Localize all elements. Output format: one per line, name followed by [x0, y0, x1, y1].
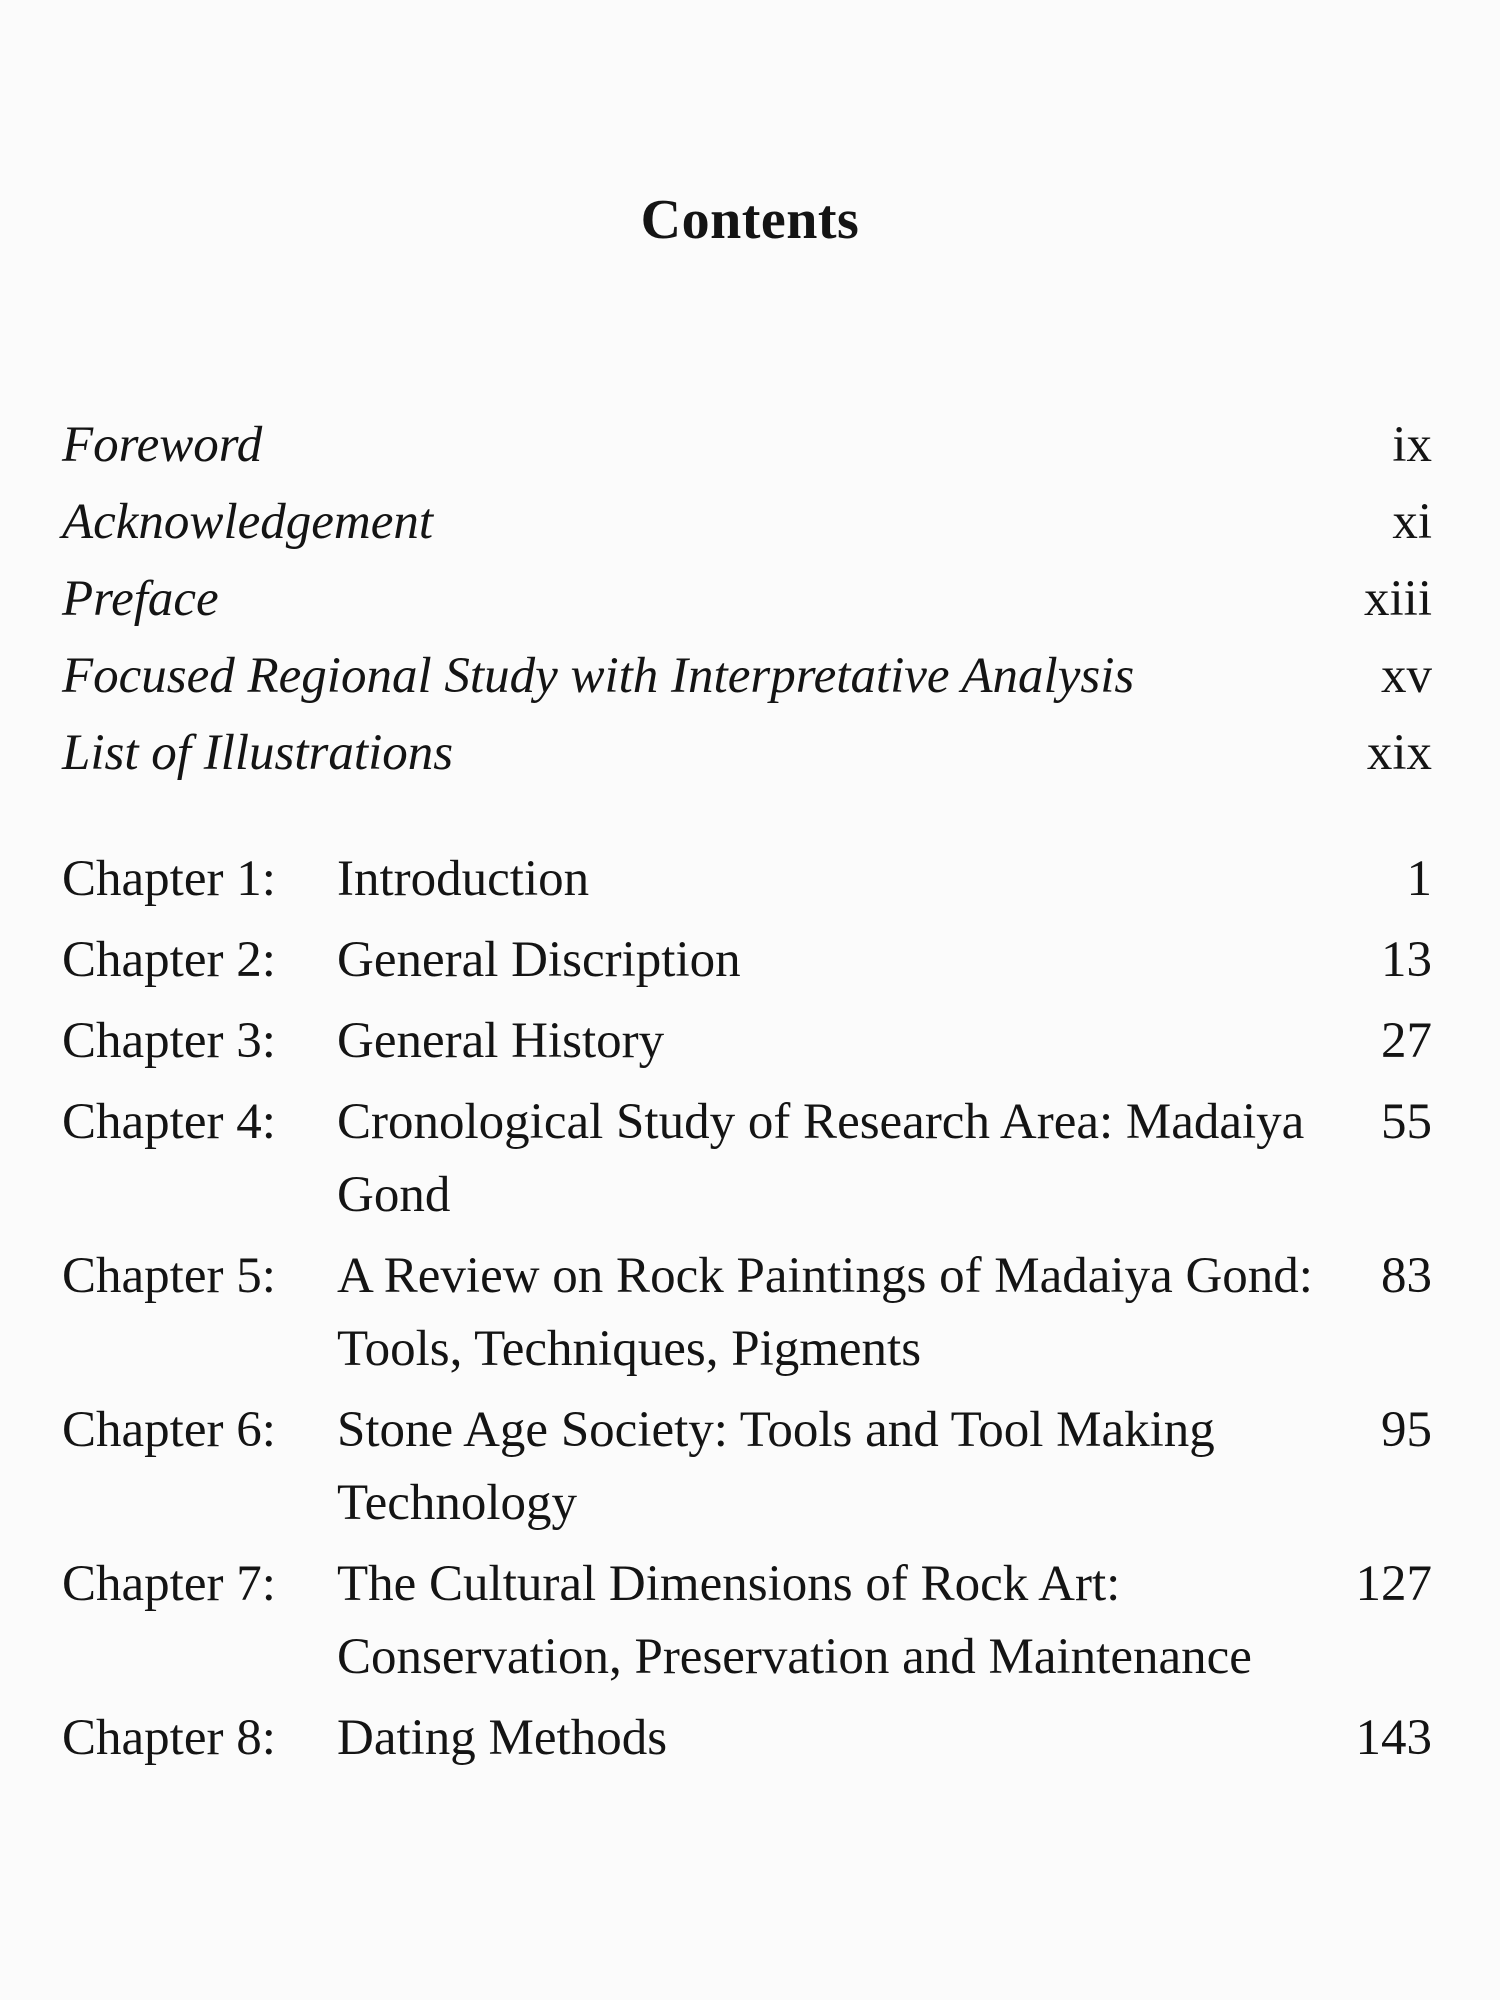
- chapter-entry[interactable]: [62, 1394, 1440, 1540]
- front-matter-label: Focused Regional Study with Interpretative Analysis: [62, 648, 1135, 704]
- chapter-title: Stone Age Society: Tools and Tool Making Technology: [337, 1402, 1215, 1531]
- chapter-page: 55: [1381, 1094, 1432, 1150]
- chapter-title: General History: [337, 1013, 665, 1069]
- chapter-title: General Discription: [337, 932, 741, 988]
- front-matter-label: Foreword: [62, 417, 263, 473]
- front-matter-page: xix: [1366, 725, 1432, 781]
- chapter-title: A Review on Rock Paintings of Madaiya Gond: Tools, Techniques, Pigments: [337, 1248, 1313, 1377]
- chapter-page: 83: [1381, 1248, 1432, 1304]
- chapter-page: 95: [1381, 1402, 1432, 1458]
- chapter-number: Chapter 6:: [62, 1402, 276, 1458]
- front-matter-page: xiii: [1363, 571, 1432, 627]
- chapter-entry[interactable]: [62, 924, 1440, 997]
- chapter-entry[interactable]: [62, 843, 1440, 916]
- chapter-page: 1: [1406, 851, 1432, 907]
- front-matter-page: xi: [1392, 494, 1432, 550]
- chapter-entry[interactable]: [62, 1702, 1440, 1775]
- front-matter-label: Preface: [62, 571, 219, 627]
- chapter-title: Dating Methods: [337, 1710, 668, 1766]
- front-matter-item[interactable]: [62, 721, 1440, 798]
- front-matter-item[interactable]: [62, 413, 1440, 490]
- chapter-number: Chapter 3:: [62, 1013, 276, 1069]
- chapter-title: Introduction: [337, 851, 590, 907]
- chapter-entry[interactable]: [62, 1548, 1440, 1694]
- front-matter-item[interactable]: [62, 644, 1440, 721]
- chapter-title: Cronological Study of Research Area: Madaiya Gond: [337, 1094, 1305, 1223]
- front-matter-item[interactable]: [62, 490, 1440, 567]
- front-matter-page: xv: [1381, 648, 1432, 704]
- front-matter-list: [62, 413, 1440, 798]
- chapter-number: Chapter 2:: [62, 932, 276, 988]
- chapter-page: 143: [1355, 1710, 1432, 1766]
- chapter-list: [62, 843, 1440, 1783]
- chapter-page: 27: [1381, 1013, 1432, 1069]
- chapter-page: 13: [1381, 932, 1432, 988]
- chapter-entry[interactable]: [62, 1086, 1440, 1232]
- front-matter-page: ix: [1392, 417, 1432, 473]
- chapter-number: Chapter 8:: [62, 1710, 276, 1766]
- chapter-entry[interactable]: [62, 1240, 1440, 1386]
- front-matter-label: List of Illustrations: [62, 725, 454, 781]
- chapter-entry[interactable]: [62, 1005, 1440, 1078]
- chapter-title: The Cultural Dimensions of Rock Art: Conservation, Preservation and Maintenance: [337, 1556, 1252, 1685]
- chapter-page: 127: [1355, 1556, 1432, 1612]
- front-matter-item[interactable]: [62, 567, 1440, 644]
- page-title: Contents: [640, 189, 860, 251]
- front-matter-label: Acknowledgement: [62, 494, 434, 550]
- chapter-number: Chapter 5:: [62, 1248, 276, 1304]
- chapter-number: Chapter 1:: [62, 851, 276, 907]
- chapter-number: Chapter 7:: [62, 1556, 276, 1612]
- chapter-number: Chapter 4:: [62, 1094, 276, 1150]
